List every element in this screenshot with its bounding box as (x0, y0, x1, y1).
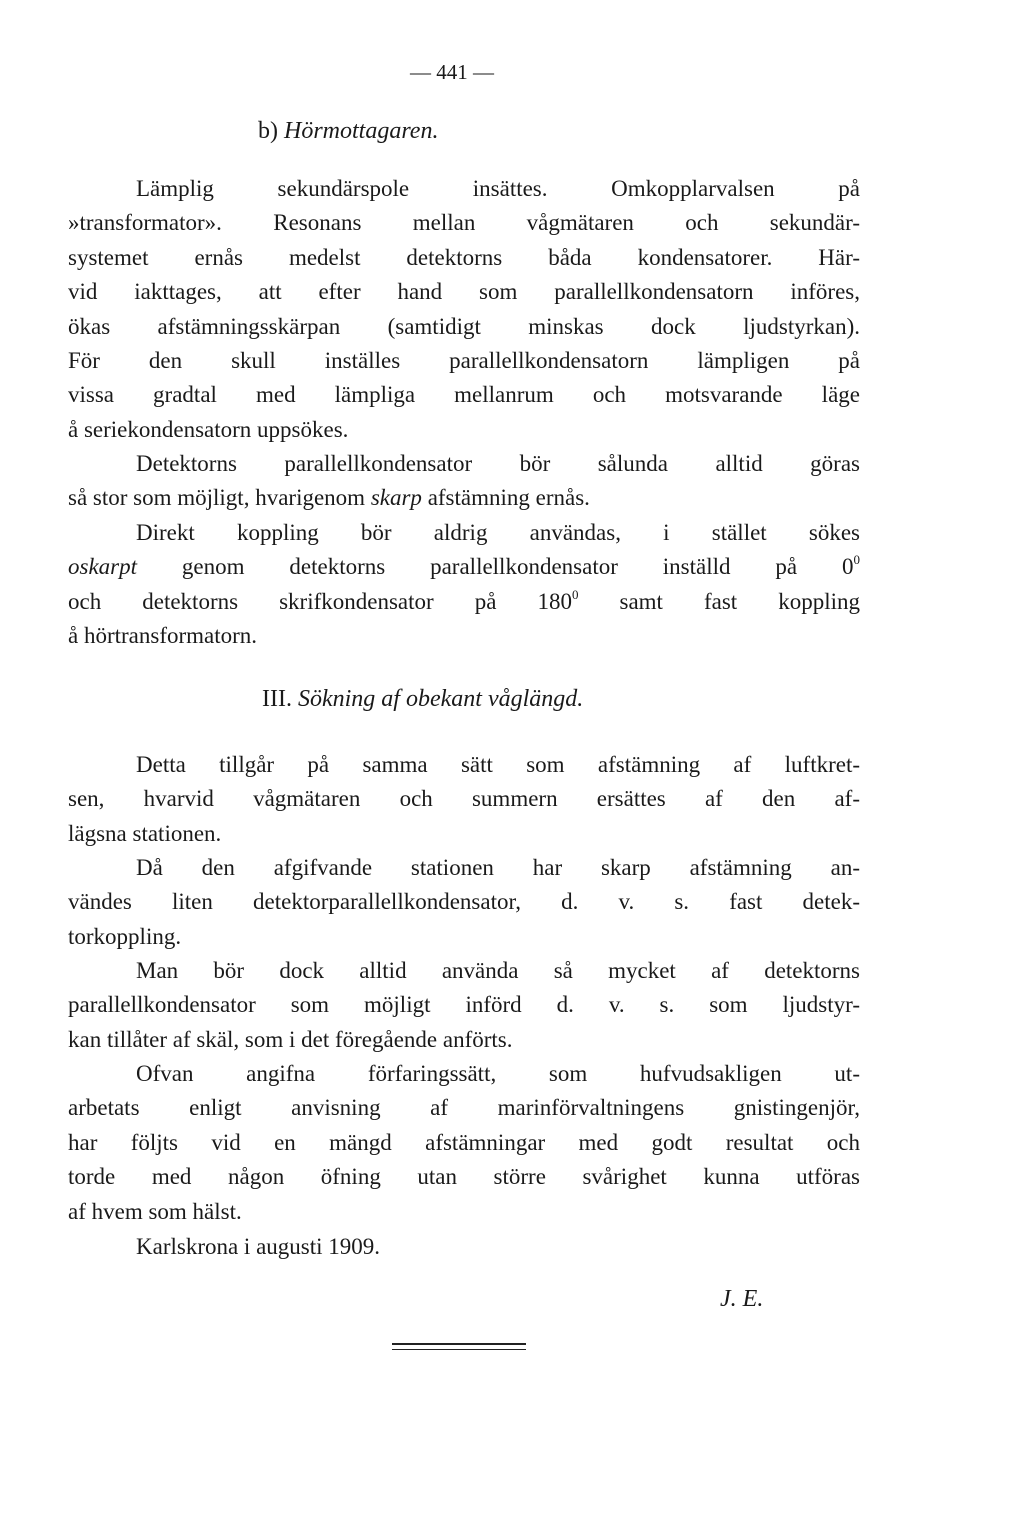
text-line: Detektorns parallellkondensator bör sålunda alltid göras (136, 451, 860, 476)
text-line: För den skull inställes parallellkondensatorn lämpligen på (68, 347, 860, 373)
paragraph-7 (68, 1057, 860, 1229)
paragraph-6 (68, 954, 860, 1057)
divider-rule (392, 1343, 526, 1345)
text-line (68, 585, 860, 619)
text-line: kan tillåter af skäl, som i det föregående anförts. (68, 1026, 513, 1052)
section-numeral: III. (262, 686, 292, 712)
text-line (68, 481, 860, 515)
text-span: genom detektorns parallellkondensator inställd på 0 (137, 554, 854, 580)
paragraph-5 (68, 851, 860, 954)
place-date: Karlskrona i augusti 1909. (136, 1234, 381, 1259)
text-line: Direkt koppling bör aldrig användas, i stället sökes (136, 520, 860, 545)
text-line: ökas afstämningsskärpan (samtidigt minskas dock ljudstyrkan). (68, 313, 860, 339)
text-line: vändes liten detektorparallellkondensator, d. v. s. fast detek- (68, 889, 860, 915)
text-line: å hörtransformatorn. (68, 623, 258, 649)
page-number: — 441 — (410, 60, 494, 84)
paragraph-3 (68, 516, 860, 654)
text-line: Ofvan angifna förfaringssätt, som hufvudsakligen ut- (136, 1061, 860, 1086)
text-line: »transformator». Resonans mellan vågmätaren och sekundär- (68, 210, 860, 236)
section-heading (262, 686, 583, 713)
text-line: lägsna stationen. (68, 820, 222, 846)
text-line: torde med någon öfning utan större svårighet kunna utföras (68, 1164, 860, 1190)
text-line: Då den afgifvande stationen har skarp afstämning an- (136, 855, 860, 880)
italic-term: skarp (370, 485, 422, 511)
text-line: sen, hvarvid vågmätaren och summern ersättes af den af- (68, 786, 860, 812)
text-line: har följts vid en mängd afstämningar med godt resultat och (68, 1129, 860, 1155)
text-line: parallellkondensator som möjligt införd d. v. s. som ljudstyr- (68, 992, 860, 1018)
text-line: å seriekondensatorn uppsökes. (68, 416, 349, 442)
text-line: systemet ernås medelst detektorns båda kondensatorer. Här- (68, 244, 860, 270)
text-line: torkoppling. (68, 923, 182, 949)
subsection-label: b) (258, 118, 278, 144)
degree-superscript: 0 (853, 552, 860, 568)
divider-rule (392, 1349, 526, 1350)
degree-superscript: 0 (571, 586, 579, 602)
text-span: så stor som möjligt, hvarigenom (68, 485, 371, 511)
text-line: vid iakttages, att efter hand som parallellkondensatorn införes, (68, 279, 860, 305)
paragraph-1 (68, 172, 860, 447)
text-line: Man bör dock alltid använda så mycket af detektorns (136, 958, 860, 983)
text-span: och detektorns skrifkondensator på 180 (68, 588, 572, 614)
text-span: afstämning ernås. (421, 485, 590, 511)
text-line: arbetats enligt anvisning af marinförvaltningens gnistingenjör, (68, 1095, 860, 1121)
text-line (68, 550, 860, 584)
signature-initials: J. E. (720, 1286, 764, 1312)
paragraph-4 (68, 748, 860, 851)
subsection-heading (258, 118, 438, 145)
text-line: Detta tillgår på samma sätt som afstämning af luftkret- (136, 752, 860, 777)
subsection-title: Hörmottagaren. (284, 118, 439, 144)
text-line: Lämplig sekundärspole insättes. Omkopplarvalsen på (136, 176, 860, 201)
text-line: af hvem som hälst. (68, 1198, 242, 1224)
paragraph-2 (68, 447, 860, 516)
section-title: Sökning af obekant våglängd. (297, 686, 584, 712)
text-line: vissa gradtal med lämpliga mellanrum och motsvarande läge (68, 382, 860, 408)
text-span: samt fast koppling (578, 588, 860, 614)
italic-term: oskarpt (68, 554, 137, 580)
